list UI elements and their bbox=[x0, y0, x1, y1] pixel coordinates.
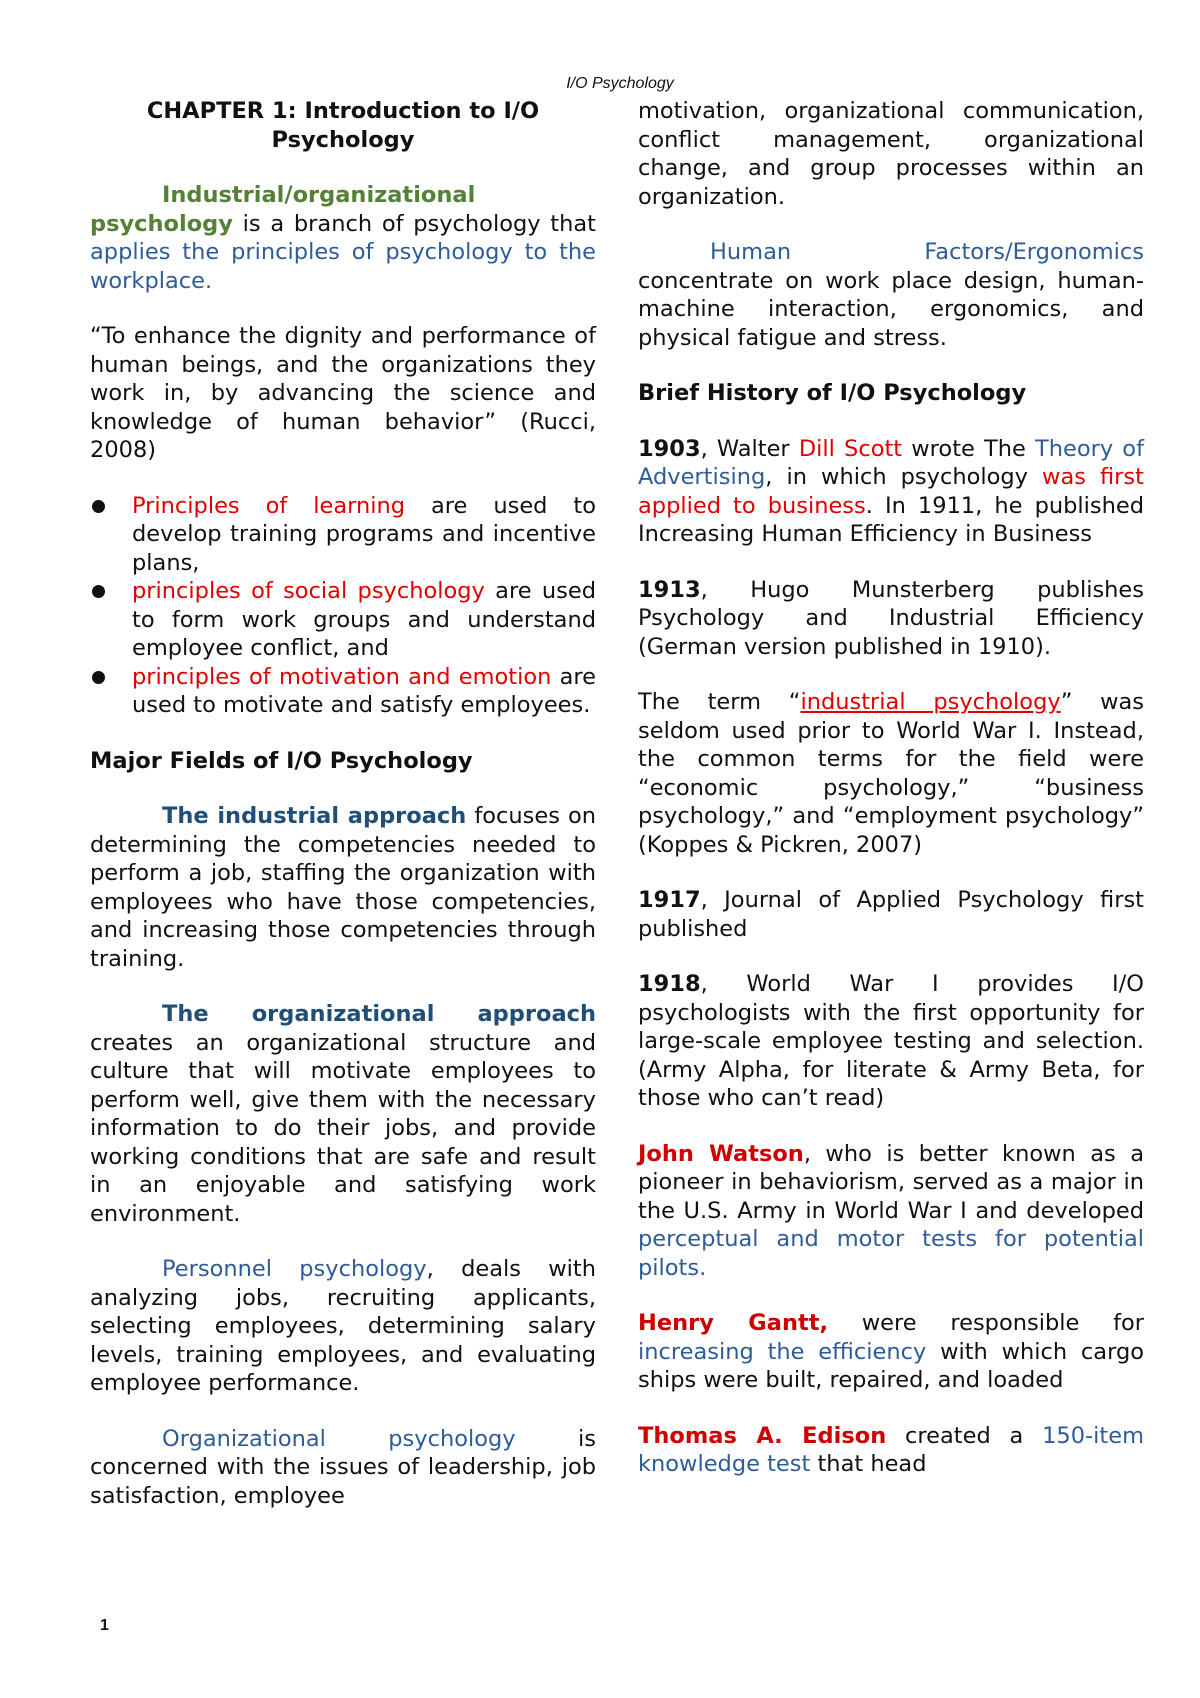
year-label: 1918 bbox=[638, 971, 701, 997]
personnel-psychology-term: Personnel psychology bbox=[162, 1256, 427, 1282]
industrial-psychology-term: industrial psychology bbox=[800, 689, 1061, 715]
organizational-psychology-text: is concerned with the issues of leadership, job satisfaction, employee bbox=[90, 1425, 596, 1509]
running-header: I/O Psychology bbox=[566, 75, 674, 92]
principle-highlight: principles of social psychology bbox=[132, 578, 485, 604]
human-factors-term: Human Factors/Ergonomics bbox=[710, 239, 1144, 265]
history-text: that head bbox=[810, 1451, 927, 1477]
history-text: created a bbox=[886, 1422, 1043, 1449]
history-heading: Brief History of I/O Psychology bbox=[638, 380, 1027, 406]
history-text: . In 1911, he published Increasing Human Efficiency in Business bbox=[638, 492, 1145, 547]
year-label: 1917 bbox=[638, 887, 701, 913]
year-label: 1913 bbox=[638, 576, 701, 603]
history-1917 bbox=[638, 886, 1144, 943]
person-name: Thomas A. Edison bbox=[638, 1422, 887, 1449]
principle-text: are used to form work groups and understand employee conflict, and bbox=[132, 578, 596, 661]
book-title: Theory of Advertising bbox=[638, 435, 1144, 490]
right-column bbox=[638, 97, 1144, 1479]
history-1913 bbox=[638, 576, 1144, 662]
industrial-psychology-term-paragraph bbox=[638, 688, 1144, 859]
history-1918 bbox=[638, 970, 1144, 1113]
bullet-icon bbox=[92, 663, 106, 691]
io-psychology-term: Industrial/organizational psychology bbox=[90, 182, 476, 237]
history-highlight: increasing the efficiency bbox=[638, 1338, 927, 1365]
principle-text: are used to motivate and satisfy employees. bbox=[132, 663, 596, 718]
history-text: , World War I provides I/O psychologists with the first opportunity for large-scale employee testing and selection. (Army Alpha, for literate & Army Beta, for those who can’t read) bbox=[638, 971, 1144, 1111]
watson-paragraph bbox=[638, 1140, 1144, 1283]
history-text: were responsible for bbox=[828, 1310, 1145, 1336]
industrial-approach-term: The industrial approach bbox=[162, 803, 467, 829]
personnel-psychology-text: , deals with analyzing jobs, recruiting applicants, selecting employees, determining salary levels, training employees, and evaluating employee performance. bbox=[90, 1256, 596, 1396]
history-text: , who is better known as a pioneer in behaviorism, served as a major in the U.S. Army in World War I and developed bbox=[638, 1140, 1144, 1224]
history-text: , Journal of Applied Psychology first published bbox=[638, 887, 1144, 942]
history-text: , Walter bbox=[700, 435, 799, 462]
organizational-approach-term: The organizational approach bbox=[162, 1001, 596, 1027]
principle-text: are used to develop training programs and incentive plans, bbox=[132, 492, 596, 576]
intro-paragraph bbox=[90, 181, 596, 295]
page-number: 1 bbox=[100, 1617, 109, 1634]
history-text: with which cargo ships were built, repaired, and loaded bbox=[638, 1338, 1144, 1393]
intro-text: is a branch of psychology that bbox=[232, 210, 596, 237]
person-name: Dill Scott bbox=[798, 435, 903, 462]
left-column bbox=[90, 97, 596, 1510]
organizational-psychology-paragraph bbox=[90, 1425, 596, 1511]
intro-highlight: applies the principles of psychology to the workplace. bbox=[90, 239, 596, 294]
personnel-psychology-paragraph bbox=[90, 1255, 596, 1398]
gantt-paragraph bbox=[638, 1309, 1144, 1395]
industrial-approach-text: focuses on determining the competencies needed to perform a job, staffing the organization with employees who have those competencies, and increasing those competencies through training. bbox=[90, 803, 596, 972]
bullet-icon bbox=[92, 492, 106, 520]
person-name: John Watson bbox=[638, 1140, 804, 1167]
bullet-icon bbox=[92, 577, 106, 605]
organizational-psychology-continued: motivation, organizational communication, conflict management, organizational change, and group processes within an organization. bbox=[638, 98, 1144, 210]
principle-highlight: principles of motivation and emotion bbox=[132, 663, 552, 690]
principles-list bbox=[90, 492, 596, 720]
list-item bbox=[90, 492, 596, 578]
history-text: ” was seldom used prior to World War I. Instead, the common terms for the field were “economic psychology,” “business psychology,” and “employment psychology” (Koppes & Pickren, 2007) bbox=[638, 689, 1145, 858]
history-highlight: was first applied to business bbox=[638, 464, 1144, 519]
organizational-psychology-term: Organizational psychology bbox=[162, 1425, 516, 1452]
organizational-approach-text: creates an organizational structure and culture that will motivate employees to perform well, give them with the necessary information to do their jobs, and provide working conditions that are safe and result in an enjoyable and satisfying work environment. bbox=[90, 1029, 596, 1227]
edison-paragraph bbox=[638, 1422, 1144, 1479]
person-name: Henry Gantt, bbox=[638, 1310, 829, 1336]
history-highlight: 150-item knowledge test bbox=[638, 1422, 1145, 1477]
history-text: The term “ bbox=[638, 689, 801, 715]
list-item bbox=[90, 663, 596, 720]
history-1903 bbox=[638, 435, 1144, 549]
history-text: , in which psychology bbox=[765, 464, 1043, 490]
human-factors-paragraph bbox=[638, 238, 1144, 352]
year-label: 1903 bbox=[638, 435, 701, 462]
history-text: , Hugo Munsterberg publishes Psychology and Industrial Efficiency (German version published in 1910). bbox=[638, 576, 1144, 660]
history-highlight: perceptual and motor tests for potential pilots. bbox=[638, 1226, 1144, 1281]
major-fields-heading: Major Fields of I/O Psychology bbox=[90, 747, 473, 774]
organizational-approach-paragraph bbox=[90, 1000, 596, 1228]
list-item bbox=[90, 577, 596, 663]
history-text: wrote The bbox=[902, 435, 1035, 462]
industrial-approach-paragraph bbox=[90, 802, 596, 973]
human-factors-text: concentrate on work place design, human-machine interaction, ergonomics, and physical fatigue and stress. bbox=[638, 267, 1144, 351]
chapter-title: CHAPTER 1: Introduction to I/O Psychology bbox=[146, 98, 540, 153]
principle-highlight: Principles of learning bbox=[132, 492, 406, 519]
mission-quote: “To enhance the dignity and performance of human beings, and the organizations they work in, by advancing the science and knowledge of human behavior” (Rucci, 2008) bbox=[90, 323, 596, 463]
